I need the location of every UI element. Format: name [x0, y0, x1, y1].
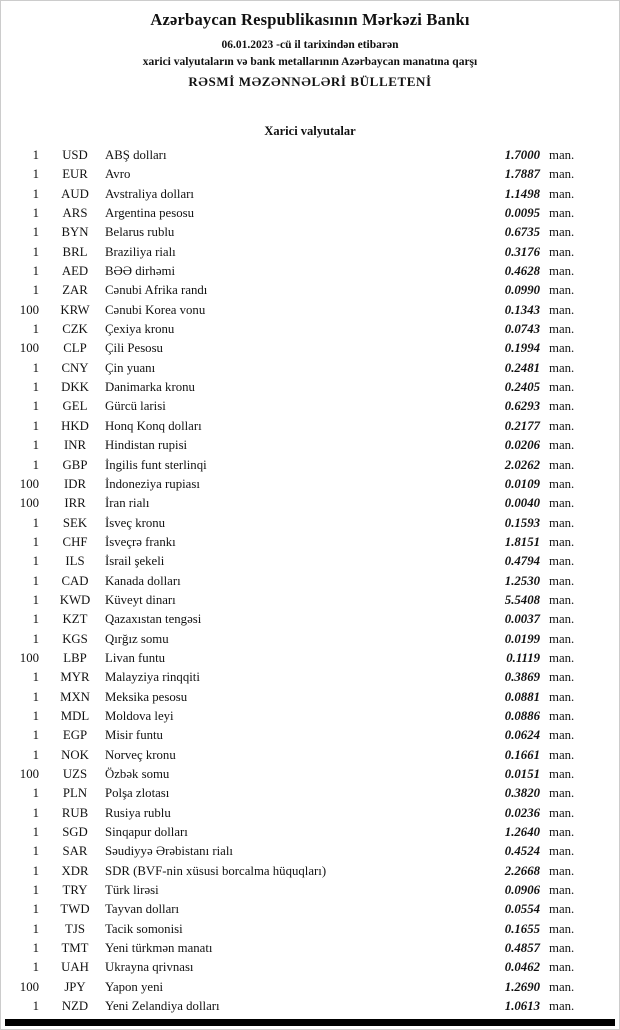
currency-name-cell: Çili Pesosu: [105, 341, 163, 356]
unit-cell: man.: [549, 805, 575, 820]
unit-cell: man.: [549, 825, 575, 840]
currency-name-cell: SDR (BVF-nin xüsusi borcalma hüquqları): [105, 863, 327, 878]
quantity-cell: 1: [32, 960, 39, 975]
currency-code-cell: CHF: [62, 534, 88, 549]
quantity-cell: 1: [32, 805, 39, 820]
table-row: [9, 610, 619, 629]
rate-value-cell: 0.0886: [504, 708, 540, 723]
currency-code-cell: CNY: [61, 360, 89, 375]
unit-cell: man.: [549, 399, 575, 414]
currency-name-cell: Yeni türkmən manatı: [105, 941, 213, 956]
unit-cell: man.: [549, 476, 575, 491]
rate-value-cell: 0.0881: [504, 689, 540, 704]
currency-name-cell: Moldova leyi: [105, 708, 174, 723]
currency-name-cell: Cənubi Afrika randı: [105, 283, 208, 298]
currency-name-cell: Tayvan dolları: [105, 902, 180, 917]
rate-value-cell: 0.6293: [504, 399, 540, 414]
currency-name-cell: Misir funtu: [105, 728, 163, 743]
currency-name-cell: İran rialı: [105, 496, 150, 511]
table-row: [9, 378, 619, 397]
currency-code-cell: BYN: [61, 225, 89, 240]
currency-name-cell: Yapon yeni: [105, 979, 164, 994]
bottom-rule: [5, 1019, 615, 1026]
currency-name-cell: Səudiyyə Ərəbistanı rialı: [105, 844, 233, 859]
currency-code-cell: AUD: [61, 186, 89, 201]
rate-value-cell: 0.1661: [504, 747, 540, 762]
quantity-cell: 1: [32, 786, 39, 801]
currency-code-cell: INR: [63, 438, 87, 453]
quantity-cell: 1: [32, 244, 39, 259]
table-row: [9, 436, 619, 455]
table-row: [9, 591, 619, 610]
quantity-cell: 100: [19, 476, 39, 491]
table-row: [9, 784, 619, 803]
currency-code-cell: MDL: [60, 708, 90, 723]
currency-name-cell: İsrail şekeli: [105, 554, 165, 569]
currency-code-cell: NZD: [61, 999, 89, 1014]
currency-name-cell: Kanada dolları: [105, 573, 181, 588]
quantity-cell: 1: [32, 670, 39, 685]
unit-cell: man.: [549, 844, 575, 859]
rate-value-cell: 0.0624: [504, 728, 540, 743]
currency-name-cell: Rusiya rublu: [105, 805, 171, 820]
rate-value-cell: 0.3869: [504, 670, 540, 685]
currency-code-cell: IRR: [64, 496, 86, 511]
rate-value-cell: 1.2640: [504, 825, 540, 840]
currency-code-cell: SAR: [62, 844, 88, 859]
quantity-cell: 1: [32, 592, 39, 607]
table-row: [9, 939, 619, 958]
unit-cell: man.: [549, 592, 575, 607]
rate-value-cell: 0.0095: [504, 206, 540, 221]
quantity-cell: 1: [32, 380, 39, 395]
currency-code-cell: GEL: [62, 399, 88, 414]
quantity-cell: 100: [19, 496, 39, 511]
rate-value-cell: 0.4524: [504, 844, 540, 859]
unit-cell: man.: [549, 979, 575, 994]
rate-value-cell: 0.6735: [504, 225, 540, 240]
table-row: [9, 514, 619, 533]
table-row: [9, 862, 619, 881]
unit-cell: man.: [549, 767, 575, 781]
currency-code-cell: KWD: [59, 592, 91, 607]
unit-cell: man.: [549, 167, 575, 182]
currency-code-cell: SGD: [62, 825, 88, 840]
unit-cell: man.: [549, 631, 575, 646]
unit-cell: man.: [549, 650, 575, 665]
currency-code-cell: KRW: [60, 302, 90, 317]
rate-value-cell: 0.2177: [504, 418, 540, 433]
table-row: [9, 688, 619, 707]
currency-code-cell: EUR: [62, 167, 88, 182]
table-row: [9, 243, 619, 262]
rate-value-cell: 1.7000: [504, 148, 540, 162]
quantity-cell: 1: [32, 515, 39, 530]
currency-name-cell: Cənubi Korea vonu: [105, 302, 206, 317]
unit-cell: man.: [549, 264, 575, 279]
currency-code-cell: KGS: [62, 631, 88, 646]
currency-code-cell: TJS: [65, 921, 85, 936]
unit-cell: man.: [549, 360, 575, 375]
table-row: [9, 339, 619, 358]
currency-name-cell: Qırğız somu: [105, 631, 169, 646]
currency-name-cell: Danimarka kronu: [105, 380, 195, 395]
unit-cell: man.: [549, 554, 575, 569]
subtitle-line: xarici valyutaların və bank metallarının Azərbaycan manatına qarşı: [142, 56, 478, 68]
rate-value-cell: 0.0151: [504, 767, 540, 781]
quantity-cell: 1: [32, 941, 39, 956]
table-row: [9, 630, 619, 649]
rate-value-cell: 1.8151: [504, 534, 540, 549]
table-row: [9, 397, 619, 416]
rate-value-cell: 1.1498: [504, 186, 540, 201]
rate-value-cell: 0.1593: [504, 515, 540, 530]
quantity-cell: 1: [32, 612, 39, 627]
table-row: [9, 804, 619, 823]
currency-code-cell: TMT: [61, 941, 89, 956]
table-row: [9, 920, 619, 939]
quantity-cell: 1: [32, 264, 39, 279]
quantity-cell: 1: [32, 728, 39, 743]
unit-cell: man.: [549, 438, 575, 453]
quantity-cell: 1: [32, 418, 39, 433]
rate-value-cell: 0.0040: [504, 496, 540, 511]
unit-cell: man.: [549, 341, 575, 356]
currency-code-cell: ZAR: [62, 283, 88, 298]
quantity-cell: 1: [32, 206, 39, 221]
quantity-cell: 1: [32, 457, 39, 472]
unit-cell: man.: [549, 186, 575, 201]
unit-cell: man.: [549, 380, 575, 395]
currency-name-cell: Yeni Zelandiya dolları: [105, 999, 220, 1014]
quantity-cell: 100: [19, 341, 39, 356]
currency-code-cell: BRL: [62, 244, 88, 259]
table-row: [9, 204, 619, 223]
unit-cell: man.: [549, 921, 575, 936]
bulletin-header: [1, 1, 619, 90]
unit-cell: man.: [549, 496, 575, 511]
currency-code-cell: AED: [61, 264, 89, 279]
quantity-cell: 1: [32, 438, 39, 453]
currency-name-cell: Norveç kronu: [105, 747, 176, 762]
currency-code-cell: MYR: [60, 670, 90, 685]
section-title-foreign-currencies: Xarici valyutalar: [264, 124, 356, 138]
currency-code-cell: EGP: [62, 728, 88, 743]
currency-name-cell: BƏƏ dirhəmi: [105, 264, 176, 279]
currency-code-cell: LBP: [63, 650, 87, 665]
effective-date-line: 06.01.2023 -cü il tarixindən etibarən: [221, 39, 399, 51]
quantity-cell: 1: [32, 844, 39, 859]
currency-name-cell: Özbək somu: [105, 767, 170, 781]
rate-value-cell: 0.0990: [504, 283, 540, 298]
rate-value-cell: 0.0206: [504, 438, 540, 453]
unit-cell: man.: [549, 902, 575, 917]
table-row: [9, 475, 619, 494]
table-row: [9, 301, 619, 320]
unit-cell: man.: [549, 322, 575, 337]
table-row: [9, 359, 619, 378]
currency-code-cell: RUB: [61, 805, 89, 820]
currency-code-cell: MXN: [60, 689, 90, 704]
currency-name-cell: Avstraliya dolları: [105, 186, 194, 201]
rate-value-cell: 0.1119: [506, 650, 540, 665]
rate-value-cell: 0.0554: [504, 902, 540, 917]
unit-cell: man.: [549, 244, 575, 259]
table-row: [9, 707, 619, 726]
table-row: [9, 185, 619, 204]
table-row: [9, 456, 619, 475]
currency-name-cell: Malayziya rinqqiti: [105, 670, 200, 685]
unit-cell: man.: [549, 148, 575, 162]
currency-code-cell: CZK: [62, 322, 88, 337]
rate-value-cell: 0.4857: [504, 941, 540, 956]
table-row: [9, 281, 619, 300]
currency-code-cell: PLN: [62, 786, 88, 801]
table-row: [9, 881, 619, 900]
rate-value-cell: 0.0743: [504, 322, 540, 337]
currency-code-cell: TRY: [62, 883, 88, 898]
currency-name-cell: İngilis funt sterlinqi: [105, 457, 207, 472]
currency-code-cell: SEK: [62, 515, 88, 530]
quantity-cell: 100: [19, 302, 39, 317]
currency-code-cell: ILS: [65, 554, 85, 569]
currency-name-cell: Avro: [105, 167, 131, 182]
table-row: [9, 146, 619, 165]
unit-cell: man.: [549, 999, 575, 1014]
currency-code-cell: ARS: [62, 206, 88, 221]
table-row: [9, 494, 619, 513]
quantity-cell: 1: [32, 283, 39, 298]
currency-name-cell: Tacik somonisi: [105, 921, 183, 936]
quantity-cell: 1: [32, 631, 39, 646]
currency-code-cell: UAH: [61, 960, 89, 975]
quantity-cell: 1: [32, 225, 39, 240]
quantity-cell: 1: [32, 902, 39, 917]
currency-name-cell: Çexiya kronu: [105, 322, 175, 337]
rate-value-cell: 0.3176: [504, 244, 540, 259]
rate-value-cell: 1.0613: [504, 999, 540, 1014]
unit-cell: man.: [549, 708, 575, 723]
rate-value-cell: 1.2530: [504, 573, 540, 588]
rate-value-cell: 1.7887: [504, 167, 540, 182]
currency-name-cell: Qazaxıstan tengəsi: [105, 612, 202, 627]
currency-name-cell: İndoneziya rupiası: [105, 476, 200, 491]
table-row: [9, 572, 619, 591]
quantity-cell: 100: [19, 767, 39, 781]
currency-name-cell: Çin yuanı: [105, 360, 156, 375]
rate-value-cell: 0.0109: [504, 476, 540, 491]
table-row: [9, 668, 619, 687]
table-row: [9, 726, 619, 745]
rate-value-cell: 0.1994: [504, 341, 540, 356]
table-row: [9, 417, 619, 436]
currency-name-cell: Argentina pesosu: [105, 206, 194, 221]
table-row: [9, 223, 619, 242]
rate-value-cell: 0.0462: [504, 960, 540, 975]
currency-code-cell: CAD: [61, 573, 89, 588]
quantity-cell: 1: [32, 554, 39, 569]
unit-cell: man.: [549, 206, 575, 221]
rates-table: [1, 146, 619, 1016]
unit-cell: man.: [549, 225, 575, 240]
currency-name-cell: Türk lirəsi: [105, 883, 159, 898]
rate-value-cell: 2.0262: [504, 457, 540, 472]
currency-code-cell: TWD: [60, 902, 90, 917]
rate-value-cell: 0.0037: [504, 612, 540, 627]
rate-value-cell: 0.1655: [504, 921, 540, 936]
currency-name-cell: Hindistan rupisi: [105, 438, 188, 453]
currency-name-cell: İsveç kronu: [105, 515, 166, 530]
table-row: [9, 320, 619, 339]
table-row: [9, 533, 619, 552]
currency-code-cell: KZT: [62, 612, 88, 627]
currency-name-cell: Belarus rublu: [105, 225, 175, 240]
quantity-cell: 1: [32, 747, 39, 762]
quantity-cell: 100: [19, 650, 39, 665]
unit-cell: man.: [549, 747, 575, 762]
rate-value-cell: 1.2690: [504, 979, 540, 994]
quantity-cell: 1: [32, 689, 39, 704]
rate-value-cell: 5.5408: [504, 592, 540, 607]
unit-cell: man.: [549, 786, 575, 801]
rate-value-cell: 0.3820: [504, 786, 540, 801]
currency-name-cell: Braziliya rialı: [105, 244, 176, 259]
unit-cell: man.: [549, 728, 575, 743]
rate-value-cell: 0.1343: [504, 302, 540, 317]
table-row: [9, 746, 619, 765]
table-row: [9, 842, 619, 861]
currency-name-cell: İsveçrə frankı: [105, 534, 176, 549]
quantity-cell: 1: [32, 921, 39, 936]
rate-value-cell: 0.0236: [504, 805, 540, 820]
table-row: [9, 997, 619, 1016]
currency-code-cell: DKK: [61, 380, 89, 395]
currency-name-cell: ABŞ dolları: [105, 148, 167, 162]
quantity-cell: 1: [32, 825, 39, 840]
quantity-cell: 1: [32, 863, 39, 878]
table-row: [9, 552, 619, 571]
currency-name-cell: Ukrayna qrivnası: [105, 960, 194, 975]
table-row: [9, 958, 619, 977]
currency-name-cell: Honq Konq dolları: [105, 418, 202, 433]
currency-name-cell: Livan funtu: [105, 650, 166, 665]
unit-cell: man.: [549, 960, 575, 975]
currency-name-cell: Sinqapur dolları: [105, 825, 188, 840]
quantity-cell: 1: [32, 708, 39, 723]
unit-cell: man.: [549, 670, 575, 685]
rate-value-cell: 0.4628: [504, 264, 540, 279]
quantity-cell: 1: [32, 167, 39, 182]
unit-cell: man.: [549, 863, 575, 878]
table-row: [9, 900, 619, 919]
currency-code-cell: USD: [62, 148, 88, 162]
rate-value-cell: 0.0199: [504, 631, 540, 646]
currency-name-cell: Küveyt dinarı: [105, 592, 176, 607]
quantity-cell: 1: [32, 322, 39, 337]
unit-cell: man.: [549, 283, 575, 298]
quantity-cell: 1: [32, 534, 39, 549]
table-row: [9, 765, 619, 784]
currency-code-cell: IDR: [63, 476, 87, 491]
quantity-cell: 1: [32, 883, 39, 898]
table-row: [9, 649, 619, 668]
unit-cell: man.: [549, 941, 575, 956]
currency-code-cell: XDR: [61, 863, 89, 878]
unit-cell: man.: [549, 457, 575, 472]
unit-cell: man.: [549, 612, 575, 627]
bulletin-title: RƏSMİ MƏZƏNNƏLƏRİ BÜLLETENİ: [188, 74, 432, 89]
quantity-cell: 1: [32, 573, 39, 588]
table-row: [9, 165, 619, 184]
currency-code-cell: GBP: [62, 457, 88, 472]
unit-cell: man.: [549, 515, 575, 530]
rate-value-cell: 0.0906: [504, 883, 540, 898]
quantity-cell: 1: [32, 399, 39, 414]
currency-code-cell: NOK: [61, 747, 89, 762]
currency-code-cell: HKD: [61, 418, 89, 433]
unit-cell: man.: [549, 534, 575, 549]
table-row: [9, 978, 619, 997]
quantity-cell: 1: [32, 148, 39, 162]
rate-value-cell: 0.4794: [504, 554, 540, 569]
table-row: [9, 823, 619, 842]
rate-value-cell: 0.2481: [504, 360, 540, 375]
unit-cell: man.: [549, 573, 575, 588]
bank-title: Azərbaycan Respublikasının Mərkəzi Bankı: [150, 10, 470, 29]
unit-cell: man.: [549, 689, 575, 704]
unit-cell: man.: [549, 883, 575, 898]
table-row: [9, 262, 619, 281]
unit-cell: man.: [549, 418, 575, 433]
unit-cell: man.: [549, 302, 575, 317]
quantity-cell: 1: [32, 360, 39, 375]
quantity-cell: 100: [19, 979, 39, 994]
currency-name-cell: Polşa zlotası: [105, 786, 170, 801]
quantity-cell: 1: [32, 186, 39, 201]
currency-code-cell: CLP: [63, 341, 87, 356]
rate-value-cell: 0.2405: [504, 380, 540, 395]
currency-code-cell: JPY: [64, 979, 86, 994]
currency-name-cell: Meksika pesosu: [105, 689, 188, 704]
rate-value-cell: 2.2668: [504, 863, 540, 878]
quantity-cell: 1: [32, 999, 39, 1014]
currency-code-cell: UZS: [62, 767, 88, 781]
currency-name-cell: Gürcü larisi: [105, 399, 166, 414]
